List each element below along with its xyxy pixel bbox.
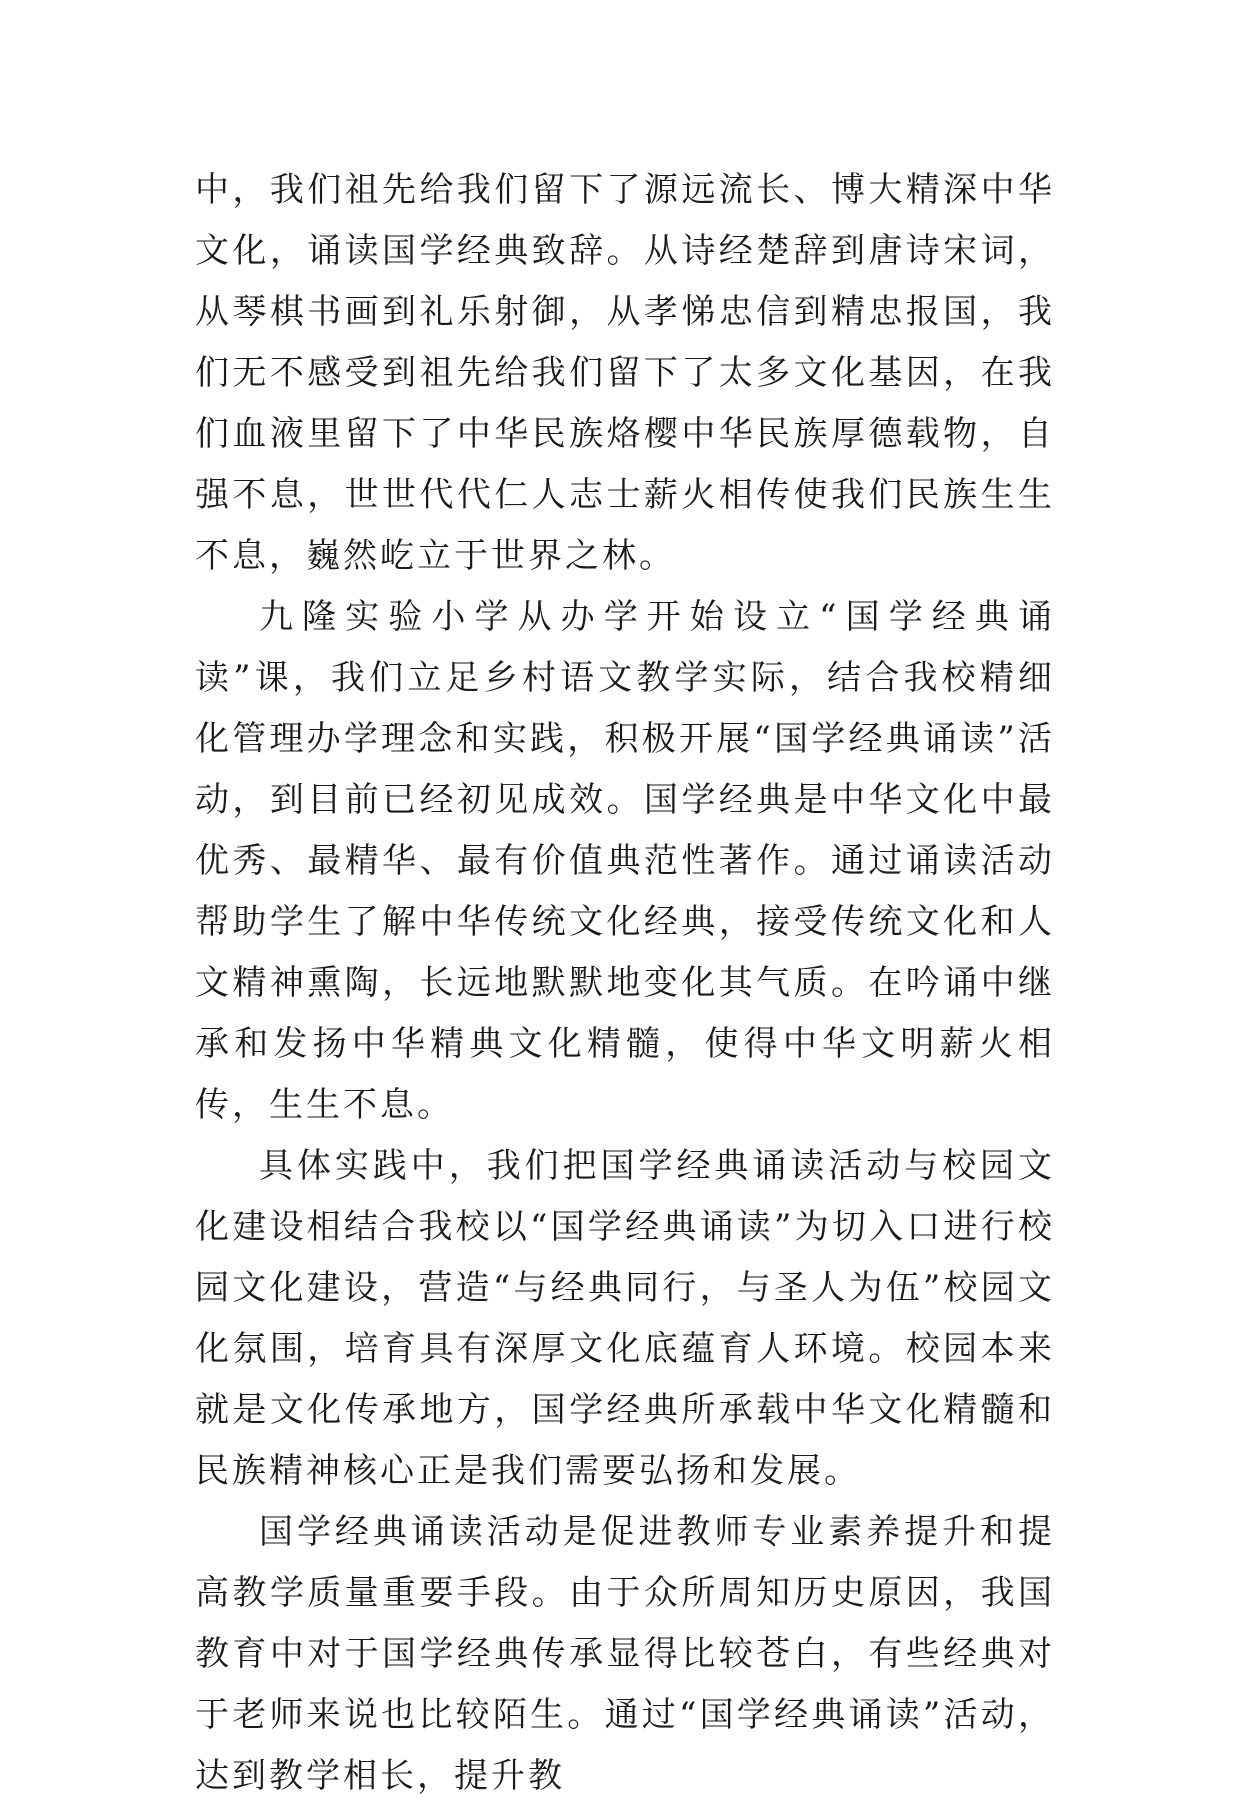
- paragraph-campus-culture: 具体实践中，我们把国学经典诵读活动与校园文化建设相结合我校以“国学经典诵读”为切入口进行校园文化建设，营造“与经典同行，与圣人为伍”校园文化氛围，培育具有深厚文化底蕴育人环境。校园本来就是文化传承地方，国学经典所承载中华文化精髓和民族精神核心正是我们需要弘扬和发展。: [195, 1146, 1055, 1491]
- document-body: [195, 160, 1055, 1807]
- paragraph-continued: 中，我们祖先给我们留下了源远流长、博大精深中华文化，诵读国学经典致辞。从诗经楚辞到唐诗宋词，从琴棋书画到礼乐射御，从孝悌忠信到精忠报国，我们无不感受到祖先给我们留下了太多文化基因，在我们血液里留下了中华民族烙樱中华民族厚德载物，自强不息，世世代代仁人志士薪火相传使我们民族生生不息，巍然屹立于世界之林。: [195, 170, 1055, 576]
- paragraph-jiulong-school: 九隆实验小学从办学开始设立“国学经典诵读”课，我们立足乡村语文教学实际，结合我校精细化管理办学理念和实践，积极开展“国学经典诵读”活动，到目前已经初见成效。国学经典是中华文化中最优秀、最精华、最有价值典范性著作。通过诵读活动帮助学生了解中华传统文化经典，接受传统文化和人文精神熏陶，长远地默默地变化其气质。在吟诵中继承和发扬中华精典文化精髓，使得中华文明薪火相传，生生不息。: [195, 597, 1055, 1125]
- paragraph-teacher-development: 国学经典诵读活动是促进教师专业素养提升和提高教学质量重要手段。由于众所周知历史原因，我国教育中对于国学经典传承显得比较苍白，有些经典对于老师来说也比较陌生。通过“国学经典诵读”活动，达到教学相长，提升教: [195, 1512, 1055, 1796]
